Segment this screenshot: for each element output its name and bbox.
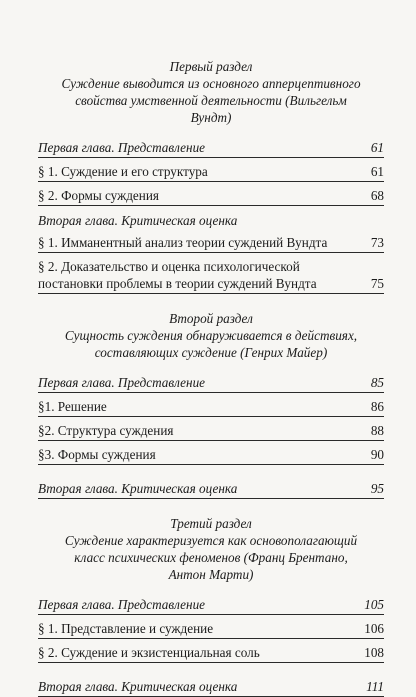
toc-entry[interactable] <box>38 417 384 441</box>
toc-entry-label: Первая глава. Представление <box>38 375 206 390</box>
toc-entry-label: Вторая глава. Критическая оценка <box>38 679 238 694</box>
toc-entry-label: § 2. Суждение и экзистенциальная соль <box>38 645 260 660</box>
toc-entry-label: Первая глава. Представление <box>38 597 206 612</box>
toc-entry-page: 75 <box>370 276 384 291</box>
toc-entry-label: §3. Формы суждения <box>38 447 156 462</box>
toc-entry-page: 111 <box>366 679 384 694</box>
toc-entry-chapter[interactable] <box>38 369 384 393</box>
toc-chapter-heading: Вторая глава. Критическая оценка <box>38 213 238 228</box>
toc-entry-label: § 2. Формы суждения <box>38 188 159 203</box>
toc-section-3 <box>38 515 384 697</box>
toc-entry-chapter[interactable] <box>38 475 384 499</box>
section-title: Первый раздел <box>169 59 253 74</box>
toc-entry-page: 105 <box>364 597 384 612</box>
toc-entry-chapter[interactable] <box>38 591 384 615</box>
toc-entry-label: § 1. Суждение и его структура <box>38 164 208 179</box>
toc-entry-page: 95 <box>370 481 384 496</box>
toc-entry-page: 85 <box>370 375 384 390</box>
toc-entry-label: § 1. Представление и суждение <box>38 621 214 636</box>
toc-entry-label: §1. Решение <box>38 399 107 414</box>
toc-entry[interactable] <box>38 229 384 253</box>
toc-entry-page: 88 <box>370 423 384 438</box>
toc-entry[interactable] <box>38 158 384 182</box>
toc-entry-label: Первая глава. Представление <box>38 140 206 155</box>
toc-section-2 <box>38 310 384 499</box>
toc-entry-page: 86 <box>370 399 384 414</box>
toc-entry-page: 61 <box>370 140 384 155</box>
section-title: Третий раздел <box>170 516 252 531</box>
toc-entry-label: Вторая глава. Критическая оценка <box>38 481 238 496</box>
toc-entry-page: 90 <box>370 447 384 462</box>
section-subtitle: Суждение характеризуется как основополагающий класс психических феноменов (Франц Брентано, Антон Марти) <box>64 533 358 582</box>
toc-entry[interactable] <box>38 639 384 663</box>
toc-entry-label: § 2. Доказательство и оценка психологической постановки проблемы в теории суждений Вундта <box>38 259 317 291</box>
toc-entry-chapter[interactable] <box>38 673 384 697</box>
toc-entry[interactable] <box>38 441 384 465</box>
section-subtitle: Сущность суждения обнаруживается в действиях, составляющих суждение (Генрих Майер) <box>64 328 358 360</box>
toc-entry[interactable] <box>38 393 384 417</box>
toc-entry-page: 108 <box>364 645 384 660</box>
section-subtitle: Суждение выводится из основного апперцептивного свойства умственной деятельности (Вильгельм Вундт) <box>61 76 361 125</box>
toc-entry-page: 106 <box>364 621 384 636</box>
toc-entry-page: 68 <box>370 188 384 203</box>
toc-section-1 <box>38 58 384 294</box>
toc-entry-label: § 1. Имманентный анализ теории суждений Вундта <box>38 235 328 250</box>
toc-entry-chapter[interactable] <box>38 134 384 158</box>
toc-entry[interactable] <box>38 182 384 206</box>
toc-entry-page: 61 <box>370 164 384 179</box>
toc-entry-label: §2. Структура суждения <box>38 423 174 438</box>
toc-entry[interactable] <box>38 615 384 639</box>
toc-entry[interactable] <box>38 253 384 294</box>
section-title: Второй раздел <box>169 311 253 326</box>
toc-entry-page: 73 <box>370 235 384 250</box>
